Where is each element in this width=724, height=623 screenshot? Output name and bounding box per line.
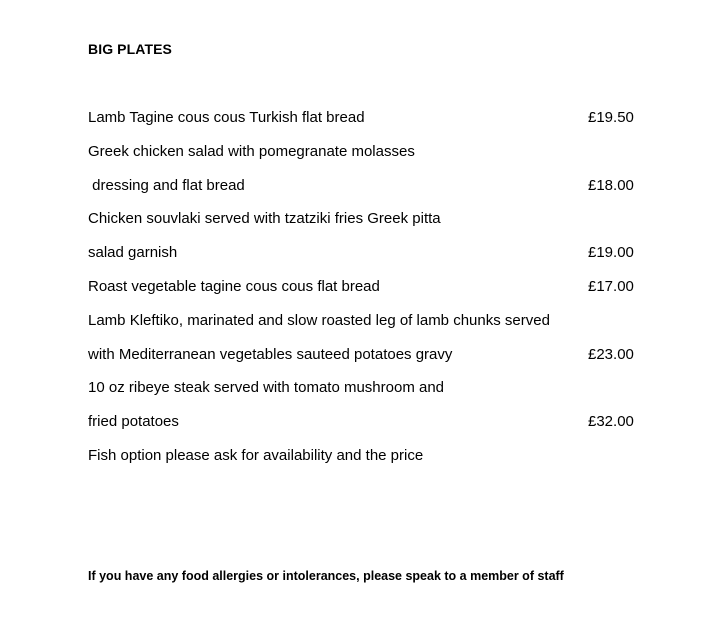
- dish-price: £32.00: [588, 413, 634, 431]
- dish-description: dressing and flat bread: [88, 176, 245, 194]
- menu-line: [88, 277, 648, 311]
- dish-description: Lamb Kleftiko, marinated and slow roasted leg of lamb chunks served: [88, 311, 550, 329]
- dish-price: £19.50: [588, 109, 634, 126]
- section-heading: BIG PLATES: [88, 41, 172, 57]
- menu-line: [88, 142, 648, 176]
- menu-line: [88, 378, 648, 412]
- menu-line: [88, 446, 648, 480]
- dish-price: £18.00: [588, 176, 634, 194]
- dish-description: Lamb Tagine cous cous Turkish flat bread: [88, 109, 365, 126]
- menu-line: [88, 176, 648, 210]
- dish-description: Chicken souvlaki served with tzatziki fries Greek pitta: [88, 210, 441, 228]
- menu-list: [88, 108, 648, 480]
- dish-description: salad garnish: [88, 244, 178, 262]
- menu-line: [88, 345, 648, 379]
- menu-line: [88, 412, 648, 446]
- menu-line: [88, 243, 648, 277]
- dish-description: Roast vegetable tagine cous cous flat bread: [88, 277, 380, 295]
- dish-description: fried potatoes: [88, 413, 179, 431]
- dish-description: 10 oz ribeye steak served with tomato mushroom and: [88, 379, 445, 397]
- dish-price: £19.00: [588, 244, 634, 262]
- menu-line: [88, 311, 648, 345]
- menu-line: [88, 108, 648, 142]
- dish-price: £17.00: [588, 277, 634, 295]
- dish-price: £23.00: [588, 345, 634, 363]
- menu-line: [88, 209, 648, 243]
- dish-description: Greek chicken salad with pomegranate molasses: [88, 142, 415, 160]
- dish-description: Fish option please ask for availability and the price: [88, 446, 424, 464]
- dish-description: with Mediterranean vegetables sauteed potatoes gravy: [88, 345, 453, 363]
- allergy-notice: If you have any food allergies or intolerances, please speak to a member of staff: [88, 569, 564, 583]
